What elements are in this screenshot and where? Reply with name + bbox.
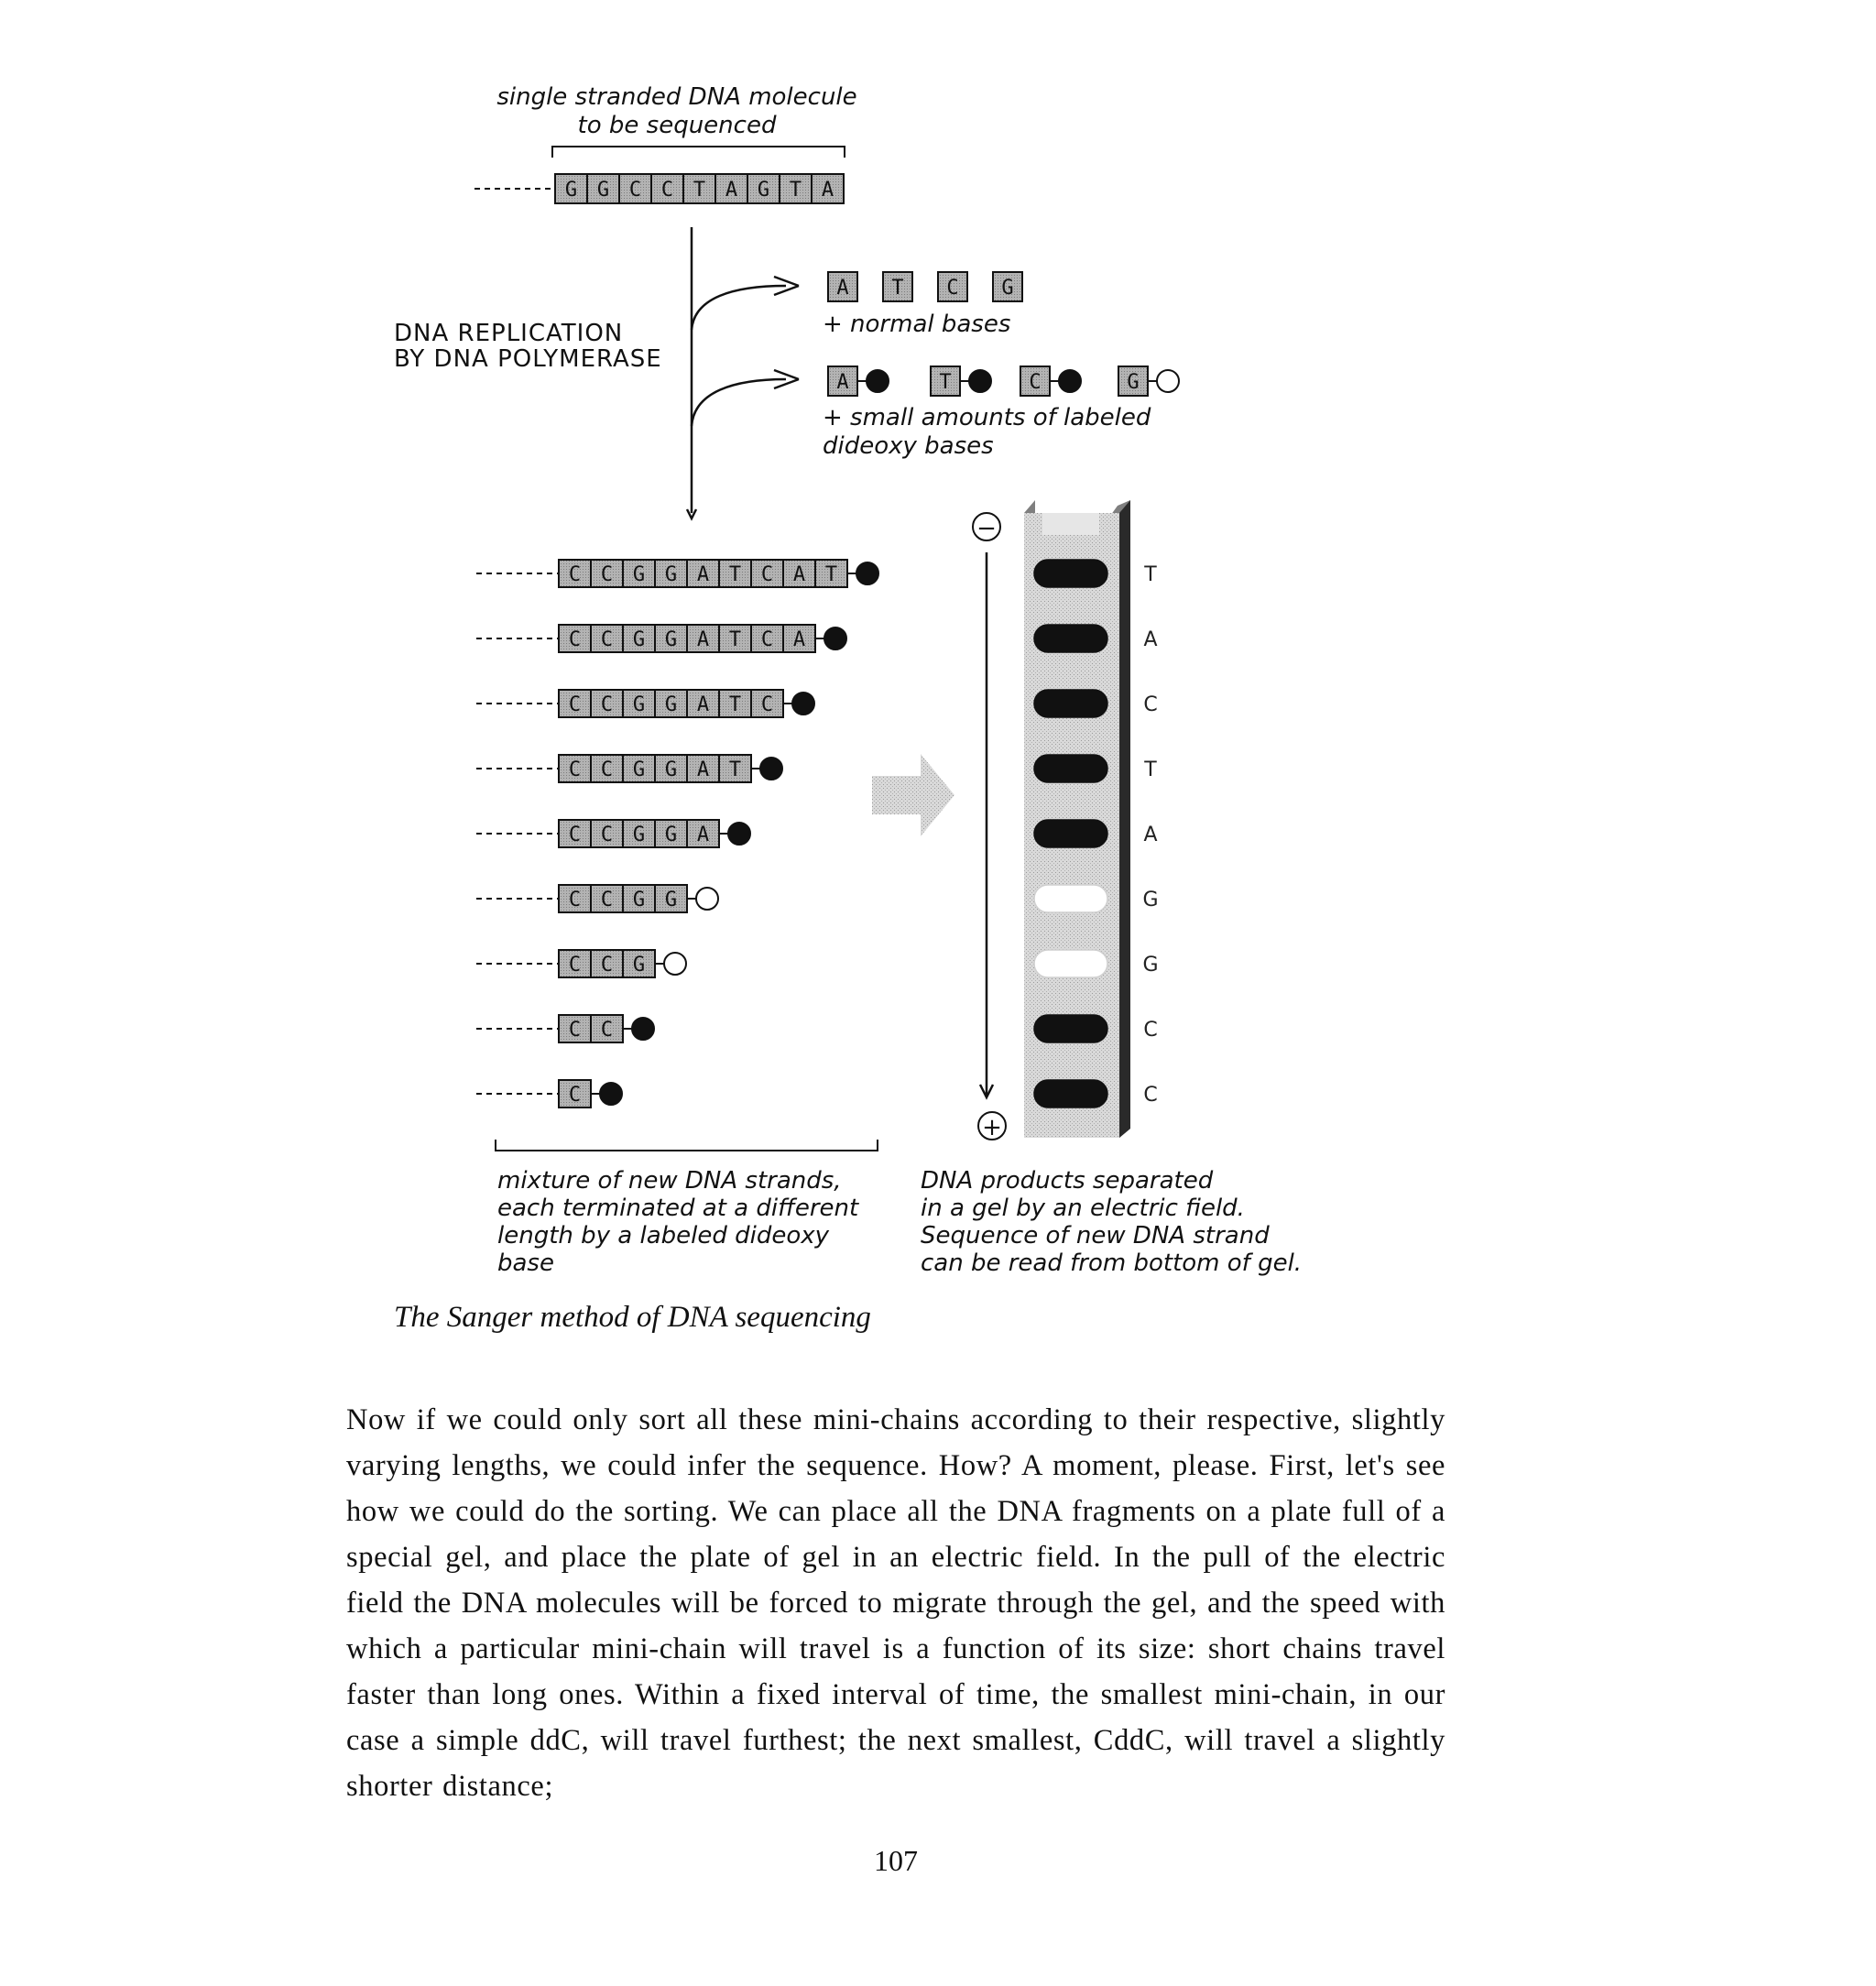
gel-band-letter: C bbox=[1143, 693, 1158, 716]
base-letter: G bbox=[632, 563, 646, 586]
base-letter: C bbox=[600, 1019, 614, 1042]
base-letter: A bbox=[696, 824, 710, 846]
base-letter: C bbox=[600, 563, 614, 586]
filled-label-marker bbox=[632, 1018, 654, 1040]
mixture-label bbox=[497, 1167, 859, 1277]
base-letter: C bbox=[568, 824, 582, 846]
base-letter: G bbox=[1127, 371, 1140, 394]
gel-band bbox=[1034, 950, 1107, 977]
base-letter: G bbox=[664, 824, 678, 846]
base-letter: A bbox=[725, 179, 738, 202]
base-letter: A bbox=[696, 758, 710, 781]
open-label-marker bbox=[1157, 370, 1179, 392]
base-letter: T bbox=[693, 179, 706, 202]
gel-band-letter: G bbox=[1142, 954, 1159, 977]
base-letter: T bbox=[728, 563, 742, 586]
gel-band-letter: G bbox=[1142, 889, 1159, 911]
base-letter: G bbox=[1001, 277, 1014, 300]
base-letter: G bbox=[632, 758, 646, 781]
base-letter: C bbox=[600, 954, 614, 977]
open-label-marker bbox=[696, 888, 718, 910]
base-letter: C bbox=[568, 628, 582, 651]
filled-label-marker bbox=[824, 627, 846, 649]
base-letter: A bbox=[792, 563, 806, 586]
base-letter: C bbox=[1029, 371, 1042, 394]
base-letter: T bbox=[789, 179, 802, 202]
mixture-label-line: base bbox=[497, 1249, 554, 1277]
base-letter: T bbox=[728, 758, 742, 781]
base-letter: T bbox=[939, 371, 952, 394]
base-letter: A bbox=[836, 277, 849, 300]
base-letter: A bbox=[792, 628, 806, 651]
filled-label-marker bbox=[792, 693, 814, 715]
base-letter: G bbox=[632, 693, 646, 716]
base-letter: G bbox=[664, 628, 678, 651]
figure-caption: The Sanger method of DNA sequencing bbox=[394, 1301, 871, 1334]
replication-label-line1: DNA REPLICATION bbox=[394, 320, 624, 347]
open-label-marker bbox=[664, 953, 686, 975]
base-letter: T bbox=[891, 277, 904, 300]
base-letter: G bbox=[664, 693, 678, 716]
base-letter: C bbox=[760, 628, 774, 651]
plus-symbol: + bbox=[982, 1114, 1002, 1141]
replication-arrows bbox=[687, 227, 799, 518]
gel-band bbox=[1034, 560, 1107, 587]
normal-bases-label: + normal bases bbox=[823, 311, 1011, 338]
gel-letters bbox=[1142, 563, 1158, 1107]
base-letter: T bbox=[728, 693, 742, 716]
dideoxy-bases bbox=[828, 366, 1179, 396]
new-strands bbox=[476, 560, 878, 1108]
dideoxy-label-line2: dideoxy bases bbox=[823, 432, 994, 460]
base-letter: A bbox=[696, 628, 710, 651]
mixture-label-line: mixture of new DNA strands, bbox=[497, 1167, 842, 1195]
minus-symbol: − bbox=[976, 515, 997, 542]
dideoxy-label-line1: + small amounts of labeled bbox=[823, 404, 1151, 431]
gel-band-letter: A bbox=[1143, 824, 1158, 846]
normal-bases bbox=[828, 272, 1022, 301]
filled-label-marker bbox=[728, 823, 750, 845]
base-letter: G bbox=[632, 824, 646, 846]
base-letter: G bbox=[632, 628, 646, 651]
body-paragraph: Now if we could only sort all these mini-chains according to their respective, slightly varying lengths, we could infer the sequence. How? A moment, please. First, let's see how we could do the sorting. We can place all the DNA fragments on a plate full of a special gel, and place the plate of gel in an electric field. In the pull of the electric field the DNA molecules will be forced to migrate through the gel, and the speed with which a particular mini-chain will travel is a function of its size: short chains travel faster than long ones. Within a fixed interval of time, the smallest mini-chain, in our case a simple ddC, will travel furthest; the next smallest, CddC, will travel a slightly shorter distance; bbox=[346, 1403, 1445, 1803]
base-letter: C bbox=[600, 824, 614, 846]
base-letter: C bbox=[760, 563, 774, 586]
filled-label-marker bbox=[600, 1083, 622, 1105]
transfer-arrow bbox=[872, 754, 954, 836]
filled-label-marker bbox=[867, 370, 889, 392]
base-letter: T bbox=[728, 628, 742, 651]
gel-label-line: can be read from bottom of gel. bbox=[921, 1249, 1303, 1277]
gel-bands bbox=[1034, 560, 1107, 1108]
filled-label-marker bbox=[969, 370, 991, 392]
gel-band bbox=[1034, 755, 1107, 782]
gel-label-line: DNA products separated bbox=[921, 1167, 1214, 1195]
mixture-label-line: length by a labeled dideoxy bbox=[497, 1222, 830, 1249]
mixture-label-line: each terminated at a different bbox=[497, 1195, 859, 1222]
gel-band-letter: T bbox=[1144, 758, 1157, 781]
base-letter: C bbox=[600, 889, 614, 911]
template-bracket bbox=[552, 147, 845, 158]
base-letter: A bbox=[696, 563, 710, 586]
base-letter: C bbox=[628, 179, 642, 202]
filled-label-marker bbox=[760, 758, 782, 780]
base-letter: C bbox=[568, 563, 582, 586]
base-letter: G bbox=[664, 758, 678, 781]
gel-band bbox=[1034, 1080, 1107, 1108]
base-letter: A bbox=[696, 693, 710, 716]
gel-label-line: in a gel by an electric field. bbox=[921, 1195, 1245, 1222]
base-letter: G bbox=[757, 179, 770, 202]
base-letter: A bbox=[836, 371, 849, 394]
gel-band-letter: C bbox=[1143, 1084, 1158, 1107]
base-letter: C bbox=[568, 889, 582, 911]
gel-band bbox=[1034, 820, 1107, 847]
base-letter: C bbox=[568, 954, 582, 977]
base-letter: T bbox=[824, 563, 838, 586]
gel-band bbox=[1034, 1015, 1107, 1042]
base-letter: C bbox=[760, 693, 774, 716]
gel-band-letter: T bbox=[1144, 563, 1157, 586]
base-letter: C bbox=[568, 758, 582, 781]
filled-label-marker bbox=[1059, 370, 1081, 392]
base-letter: G bbox=[632, 889, 646, 911]
base-letter: G bbox=[664, 889, 678, 911]
filled-label-marker bbox=[856, 562, 878, 584]
gel-band bbox=[1034, 625, 1107, 652]
base-letter: G bbox=[664, 563, 678, 586]
template-strand bbox=[555, 174, 844, 203]
base-letter: C bbox=[600, 693, 614, 716]
gel-band-letter: A bbox=[1143, 628, 1158, 651]
base-letter: C bbox=[568, 693, 582, 716]
base-letter: A bbox=[821, 179, 834, 202]
gel-band bbox=[1034, 690, 1107, 717]
base-letter: G bbox=[596, 179, 610, 202]
base-letter: C bbox=[568, 1019, 582, 1042]
mixture-bracket bbox=[496, 1140, 878, 1151]
template-label-line1: single stranded DNA molecule bbox=[496, 83, 857, 111]
gel-label-line: Sequence of new DNA strand bbox=[921, 1222, 1270, 1249]
base-letter: G bbox=[632, 954, 646, 977]
base-letter: C bbox=[600, 758, 614, 781]
base-letter: C bbox=[946, 277, 959, 300]
template-label-line2: to be sequenced bbox=[577, 112, 777, 139]
gel-band-letter: C bbox=[1143, 1019, 1158, 1042]
base-letter: C bbox=[568, 1084, 582, 1107]
gel-label bbox=[921, 1167, 1302, 1277]
replication-label-line2: BY DNA POLYMERASE bbox=[394, 345, 662, 373]
base-letter: C bbox=[600, 628, 614, 651]
gel-band bbox=[1034, 885, 1107, 912]
base-letter: G bbox=[564, 179, 578, 202]
base-letter: C bbox=[660, 179, 674, 202]
page-number: 107 bbox=[874, 1844, 918, 1877]
